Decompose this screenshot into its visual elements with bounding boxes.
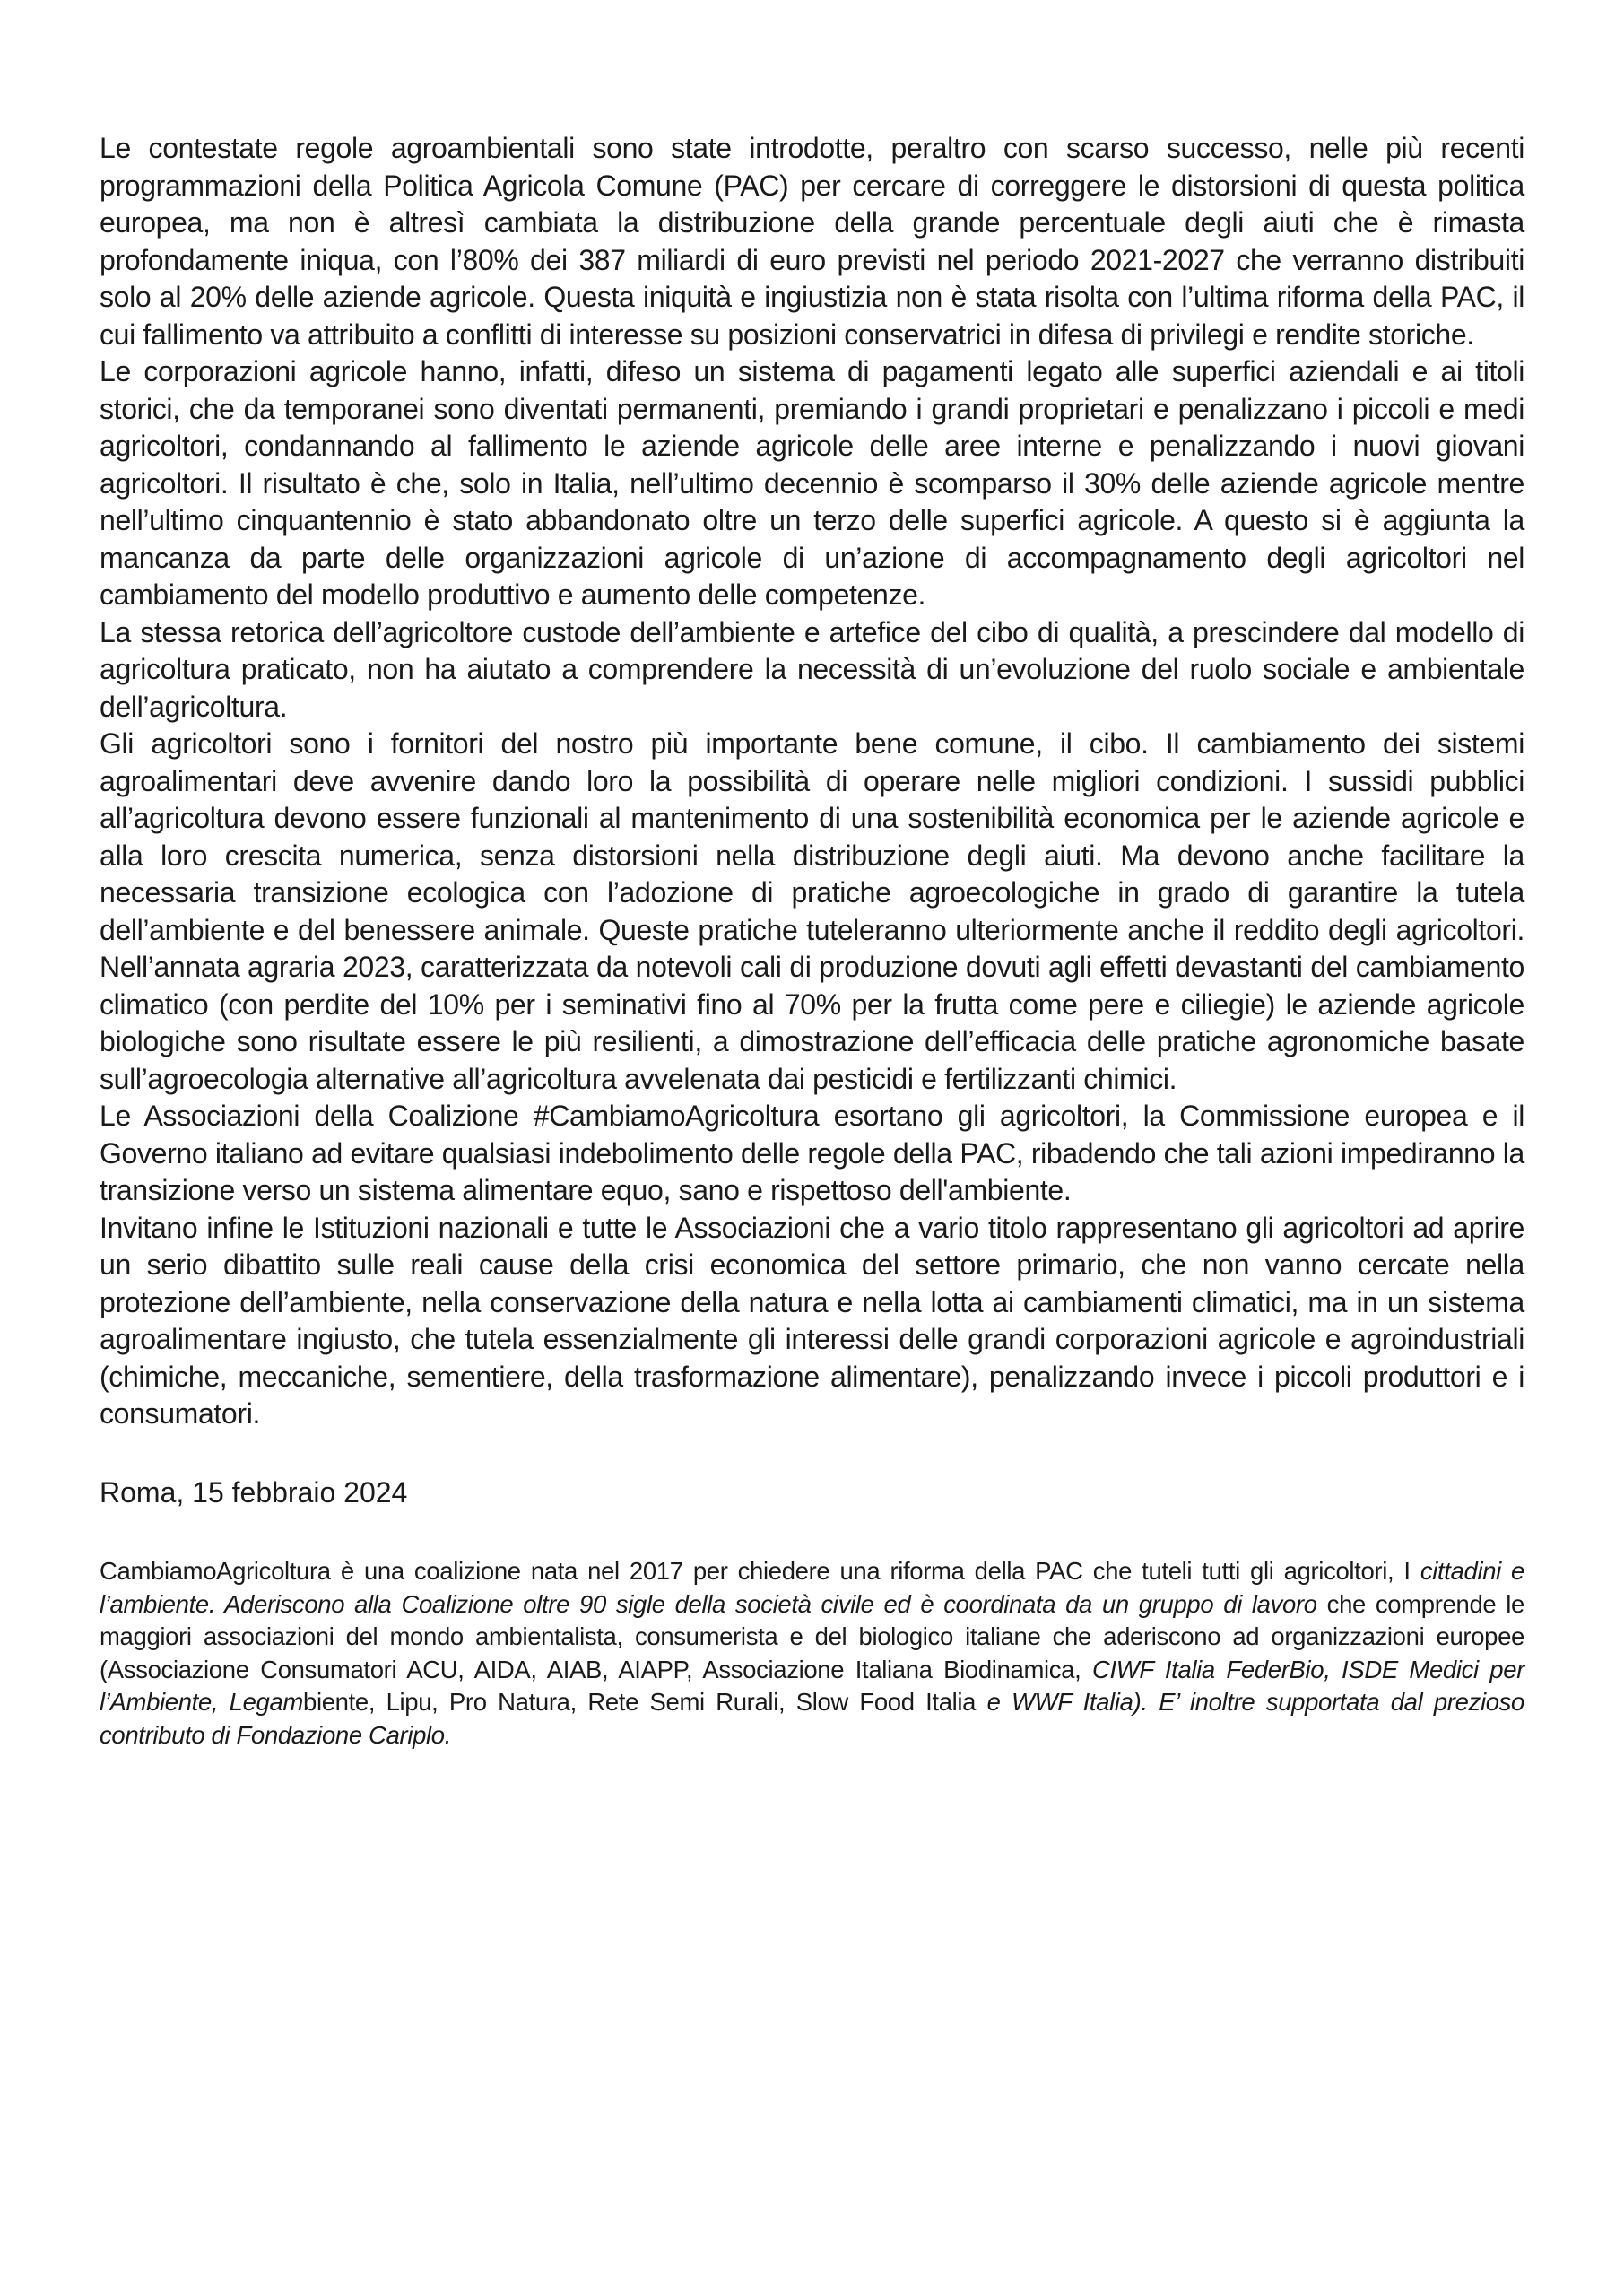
paragraph-corporazioni-agricole: Le corporazioni agricole hanno, infatti, difeso un sistema di pagamenti legato alle superfici aziendali e ai titoli storici, che da temporanei sono diventati permanenti, premiando i grandi proprietari e penalizzano i piccoli e medi agricoltori, condannando al fallimento le aziende agricole delle aree interne e penalizzando i nuovi giovani agricoltori. Il risultato è che, solo in Italia, nell’ultimo decennio è scomparso il 30% delle aziende agricole mentre nell’ultimo cinquantennio è stato abbandonato oltre un terzo delle superfici agricole. A questo si è aggiunta la mancanza da parte delle organizzazioni agricole di un’azione di accompagnamento degli agricoltori nel cambiamento del modello produttivo e aumento delle competenze. — [100, 355, 1524, 611]
footnote-italic-1: cittadini e l’ambiente. Aderiscono alla Coalizione oltre 90 sigle della società civile ed è coordinata da un gruppo di lavoro — [100, 1557, 1524, 1618]
footnote-text-1: CambiamoAgricoltura è una coalizione nata nel 2017 per chiedere una riforma della PAC che tuteli tutti gli agricoltori, I — [100, 1557, 1420, 1585]
place-date-signoff: Roma, 15 febbraio 2024 — [100, 1475, 408, 1509]
paragraph-regole-agroambientali: Le contestate regole agroambientali sono state introdotte, peraltro con scarso successo, nelle più recenti programmazioni della Politica Agricola Comune (PAC) per cercare di correggere le distorsioni di questa politica europea, ma non è altresì cambiata la distribuzione della grande percentuale degli aiuti che è rimasta profondamente iniqua, con l’80% dei 387 miliardi di euro previsti nel periodo 2021-2027 che verranno distribuiti solo al 20% delle aziende agricole. Questa iniquità e ingiustizia non è stata risolta con l’ultima riforma della PAC, il cui fallimento va attribuito a conflitti di interesse su posizioni conservatrici in difesa di privilegi e rendite storiche. — [100, 132, 1524, 351]
footnote-text-3: biente, Lipu, Pro Natura, Rete Semi Rurali, Slow Food Italia — [303, 1688, 987, 1716]
coalition-footnote — [100, 1555, 1524, 1752]
footnote-text-2: che comprende le maggiori associazioni del mondo ambientalista, consumerista e del biologico italiane che aderiscono ad organizzazioni europee (Associazione Consumatori ACU, AIDA, AIAB, AIAPP, Associazione Italiana Biodinamica, — [100, 1589, 1524, 1683]
paragraph-agricoltori-fornitori: Gli agricoltori sono i fornitori del nostro più importante bene comune, il cibo. Il cambiamento dei sistemi agroalimentari deve avvenire dando loro la possibilità di operare nelle migliori condizioni. I sussidi pubblici all’agricoltura devono essere funzionali al mantenimento di una sostenibilità economica per le aziende agricole e alla loro crescita numerica, senza distorsioni nella distribuzione degli aiuti. Ma devono anche facilitare la necessaria transizione ecologica con l’adozione di pratiche agroecologiche in grado di garantire la tutela dell’ambiente e del benessere animale. Queste pratiche tuteleranno ulteriormente anche il reddito degli agricoltori. Nell’annata agraria 2023, caratterizzata da notevoli cali di produzione dovuti agli effetti devastanti del cambiamento climatico (con perdite del 10% per i seminativi fino al 70% per la frutta come pere e ciliegie) le aziende agricole biologiche sono risultate essere le più resilienti, a dimostrazione dell’efficacia delle pratiche agronomiche basate sull’agroecologia alternative all’agricoltura avvelenata dai pesticidi e fertilizzanti chimici. — [100, 727, 1524, 1095]
footnote-italic-2: CIWF Italia FederBio, ISDE Medici per l’Ambiente, Legam — [100, 1655, 1524, 1716]
paragraph-invitano-istituzioni: Invitano infine le Istituzioni nazionali e tutte le Associazioni che a vario titolo rappresentano gli agricoltori ad aprire un serio dibattito sulle reali cause della crisi economica del settore primario, che non vanno cercate nella protezione dell’ambiente, nella conservazione della natura e nella lotta ai cambiamenti climatici, ma in un sistema agroalimentare ingiusto, che tutela essenzialmente gli interessi delle grandi corporazioni agricole e agroindustriali (chimiche, meccaniche, sementiere, della trasformazione alimentare), penalizzando invece i piccoli produttori e i consumatori. — [100, 1211, 1524, 1430]
document-page — [100, 130, 1524, 1752]
footnote-italic-3: e WWF Italia). E’ inoltre supportata dal prezioso contributo di Fondazione Cariplo. — [100, 1688, 1524, 1749]
paragraph-associazioni-coalizione: Le Associazioni della Coalizione #CambiamoAgricoltura esortano gli agricoltori, la Commissione europea e il Governo italiano ad evitare qualsiasi indebolimento delle regole della PAC, ribadendo che tali azioni impediranno la transizione verso un sistema alimentare equo, sano e rispettoso dell'ambiente. — [100, 1100, 1524, 1206]
paragraph-retorica-agricoltore: La stessa retorica dell’agricoltore custode dell’ambiente e artefice del cibo di qualità, a prescindere dal modello di agricoltura praticato, non ha aiutato a comprendere la necessità di un’evoluzione del ruolo sociale e ambientale dell’agricoltura. — [100, 615, 1524, 723]
